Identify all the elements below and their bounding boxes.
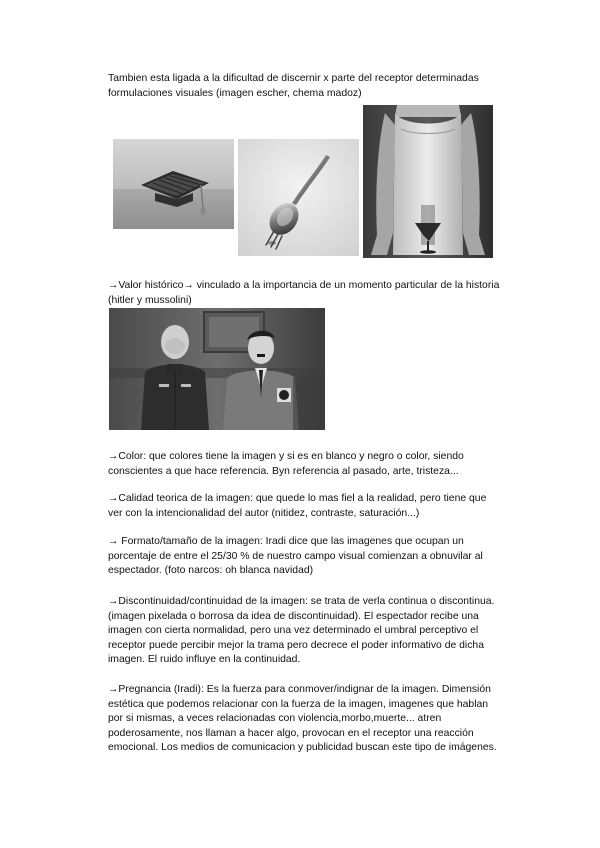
text-line: →Color: que colores tiene la imagen y si es en blanco y negro o color, siendo xyxy=(108,451,464,462)
hitler-mussolini-photo xyxy=(109,308,325,430)
text-line: (imagen pixelada o borrosa da idea de discontinuidad). El espectador recibe una xyxy=(108,610,479,622)
text-line: formulaciones visuales (imagen escher, chema madoz) xyxy=(108,87,362,99)
quality-section-paragraph xyxy=(108,492,528,521)
text-line: ver con la intencionalidad del autor (nitidez, contraste, saturación...) xyxy=(108,507,420,519)
color-section-paragraph xyxy=(108,450,528,479)
text-line: Tambien esta ligada a la dificultad de discernir x parte del receptor determinadas xyxy=(108,73,479,84)
text-line: conscientes a que hace referencia. Byn referencia al pasado, arte, tristeza... xyxy=(108,465,459,477)
spoon-fork-photo xyxy=(238,139,359,256)
graduation-cap-drain-photo xyxy=(113,139,234,229)
text-line: receptor puede percibir mejor la trama pero decrece el poder informativo de dicha xyxy=(108,639,484,651)
text-line: porcentaje de entre el 25/30 % de nuestro campo visual comienzan a obnuvilar al xyxy=(108,550,483,562)
text-line: (hitler y mussolini) xyxy=(108,294,192,306)
text-line: →Calidad teorica de la imagen: que quede lo mas fiel a la realidad, pero tiene que xyxy=(108,493,487,504)
text-line: →Discontinuidad/continuidad de la imagen: se trata de verla continua o discontinua. xyxy=(108,596,495,607)
text-line: →Pregnancia (Iradi): Es la fuerza para conmover/indignar de la imagen. Dimensión xyxy=(108,684,491,695)
woman-dress-glass-photo xyxy=(363,105,493,258)
pregnancy-section-paragraph xyxy=(108,683,528,756)
text-line: poderosamente, nos llaman a hacer algo, provocan en el receptor una reacción xyxy=(108,727,474,739)
text-line: espectador. (foto narcos: oh blanca navidad) xyxy=(108,565,314,577)
text-line: imagen con cierta normalidad, pero una vez determinado el umbral perceptivo el xyxy=(108,625,479,637)
text-line: estética que podemos relacionar con la fuerza de la imagen, imagenes que hablan xyxy=(108,698,489,710)
text-line: → Formato/tamaño de la imagen: Iradi dice que las imagenes que ocupan un xyxy=(108,536,464,547)
text-line: imagen. El ruido influye en la continuidad. xyxy=(108,654,301,666)
historic-value-paragraph xyxy=(108,279,528,308)
intro-paragraph xyxy=(108,72,528,101)
continuity-section-paragraph xyxy=(108,595,528,668)
format-section-paragraph xyxy=(108,535,528,579)
text-line: por si mismas, a veces relacionadas con violencia,morbo,muerte... atren xyxy=(108,713,442,725)
text-line: emocional. Los medios de comunicacion y publicidad buscan este tipo de imágenes. xyxy=(108,742,497,754)
text-line: →Valor histórico→ vinculado a la importancia de un momento particular de la historia xyxy=(108,280,500,291)
